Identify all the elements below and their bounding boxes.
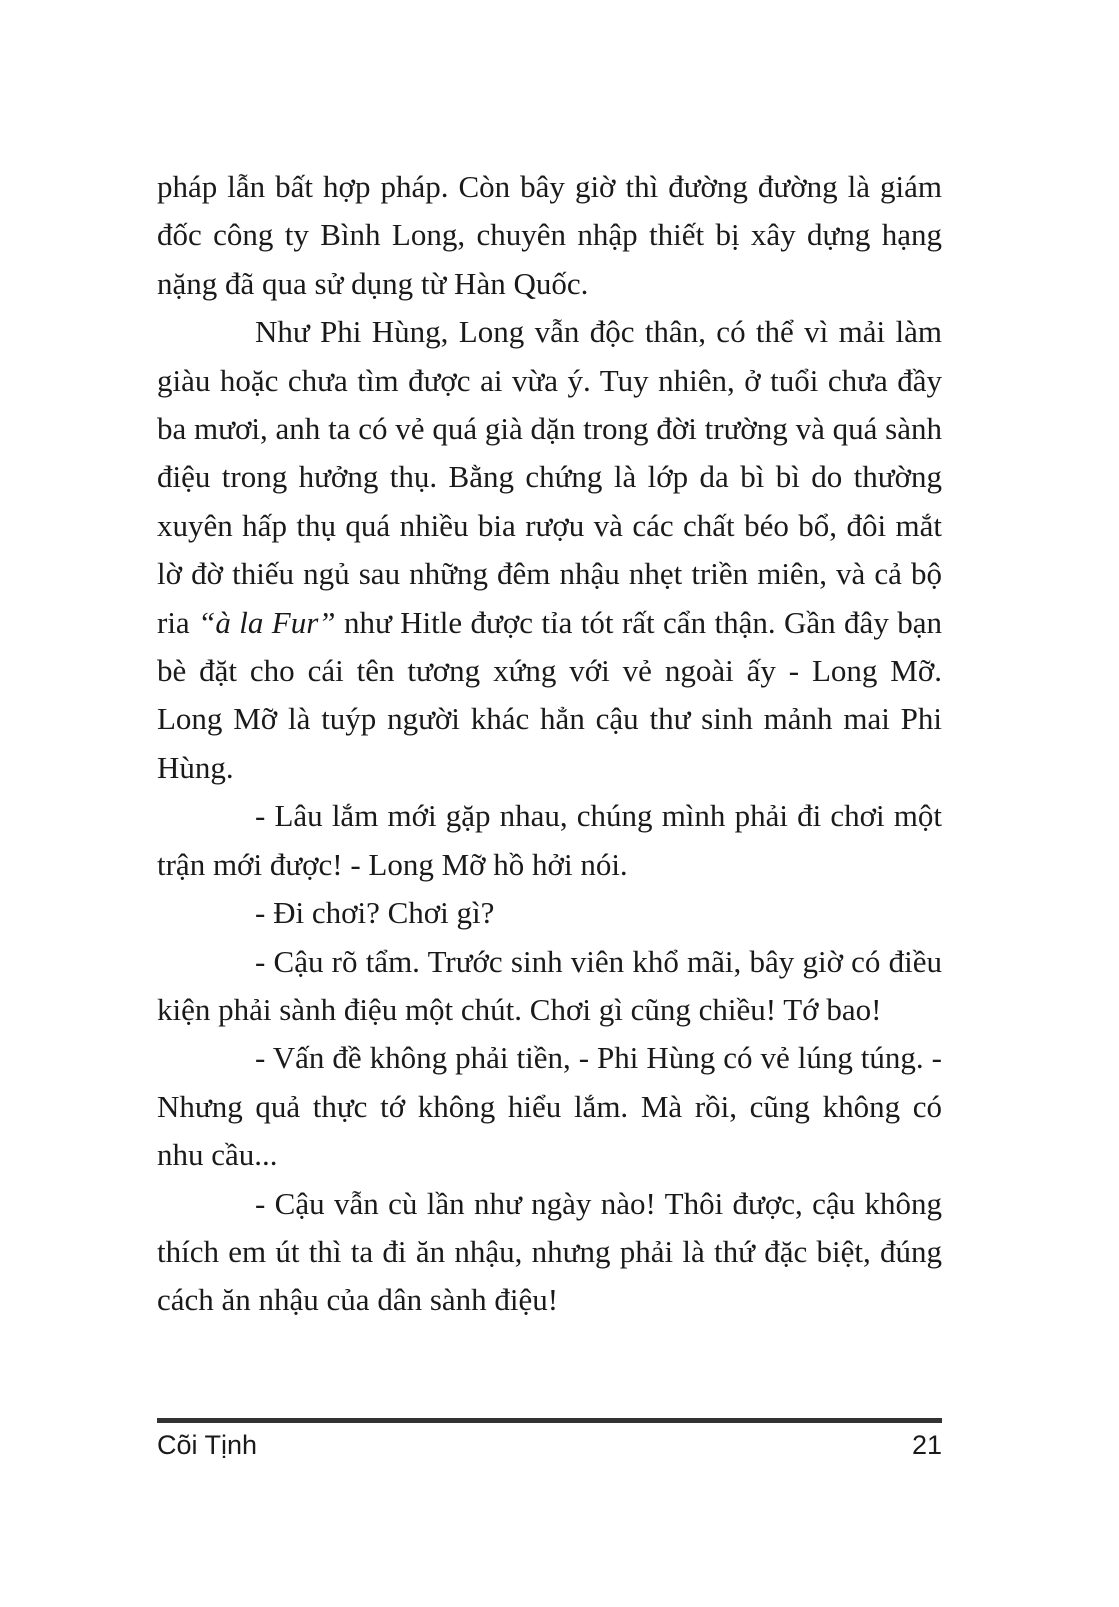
body-text	[157, 163, 942, 1325]
footer-book-title: Cõi Tịnh	[157, 1430, 258, 1460]
paragraph-6: - Vấn đề không phải tiền, - Phi Hùng có vẻ lúng túng. - Nhưng quả thực tớ không hiểu lắm. Mà rồi, cũng không có nhu cầu...	[157, 1040, 942, 1173]
paragraph-3: - Lâu lắm mới gặp nhau, chúng mình phải đi chơi một trận mới được! - Long Mỡ hồ hởi nói.	[157, 798, 942, 882]
italic-phrase: “à la Fur”	[198, 604, 336, 640]
paragraph-4: - Đi chơi? Chơi gì?	[255, 895, 495, 931]
paragraph-2	[157, 308, 942, 792]
paragraph-7: - Cậu vẫn cù lần như ngày nào! Thôi được, cậu không thích em út thì ta đi ăn nhậu, nhưng phải là thứ đặc biệt, đúng cách ăn nhậu của dân sành điệu!	[157, 1185, 942, 1318]
footer-divider	[157, 1418, 942, 1423]
paragraph-5: - Cậu rõ tẩm. Trước sinh viên khổ mãi, bây giờ có điều kiện phải sành điệu một chút. Chơi gì cũng chiều! Tớ bao!	[157, 943, 942, 1027]
page-number: 21	[911, 1430, 942, 1460]
paragraph-2-part-1: Như Phi Hùng, Long vẫn độc thân, có thể vì mải làm giàu hoặc chưa tìm được ai vừa ý. Tuy nhiên, ở tuổi chưa đầy ba mươi, anh ta có vẻ quá già dặn trong đời trường và quá sành điệu trong hưởng thụ. Bằng chứng là lớp da bì bì do thường xuyên hấp thụ quá nhiều bia rượu và các chất béo bổ, đôi mắt lờ đờ thiếu ngủ sau những đêm nhậu nhẹt triền miên, và cả bộ ria	[157, 314, 942, 640]
paragraph-1: pháp lẫn bất hợp pháp. Còn bây giờ thì đường đường là giám đốc công ty Bình Long, chuyên nhập thiết bị xây dựng hạng nặng đã qua sử dụng từ Hàn Quốc.	[157, 169, 942, 301]
paragraph-2-part-2: như Hitle được tỉa tót rất cẩn thận. Gần đây bạn bè đặt cho cái tên tương xứng với vẻ ngoài ấy - Long Mỡ. Long Mỡ là tuýp người khác hẳn cậu thư sinh mảnh mai Phi Hùng.	[157, 604, 942, 785]
